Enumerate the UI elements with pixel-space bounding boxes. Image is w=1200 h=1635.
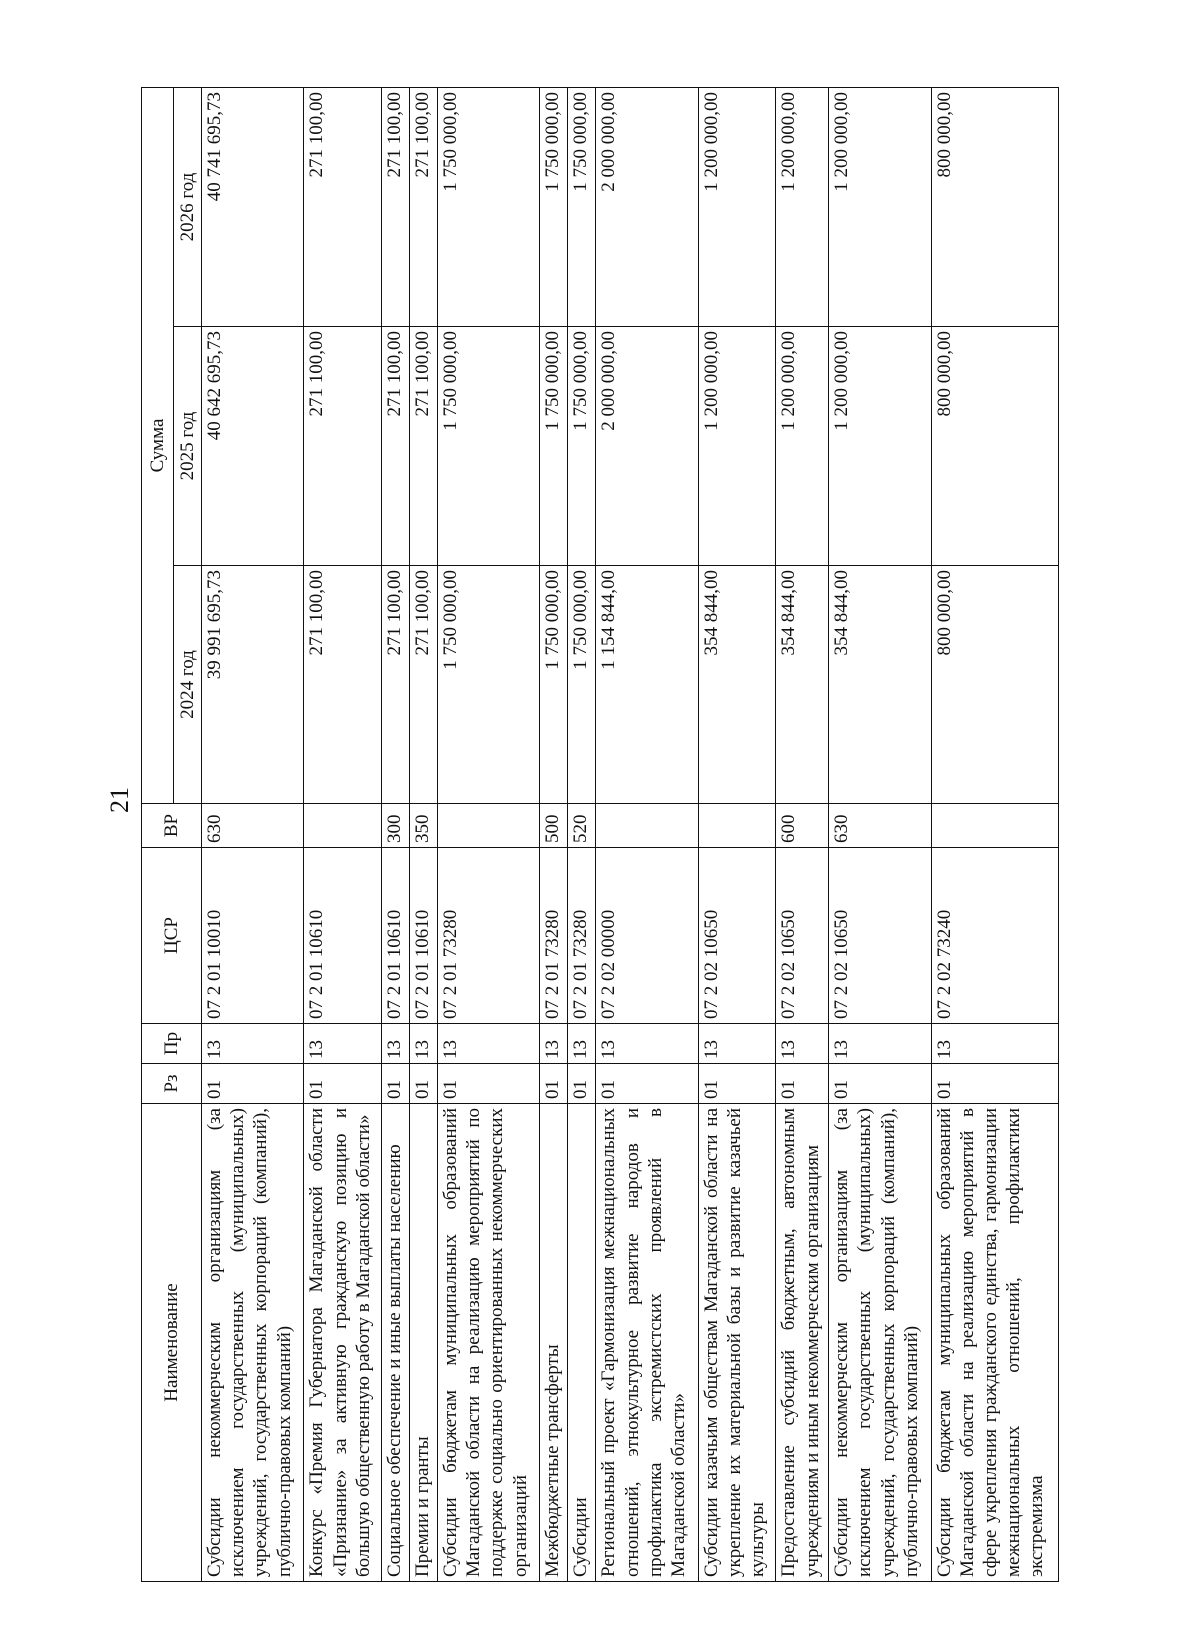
row-rz: 01: [829, 1064, 931, 1104]
table-row: [438, 88, 540, 1582]
row-sum-2026: 271 100,00: [410, 88, 438, 327]
table-row: [776, 88, 829, 1582]
budget-table: [141, 87, 1059, 1582]
row-name: Конкурс «Премия Губернатора Магаданской области «Признание» за активную гражданскую позицию и большую общественную работу в Магаданской области»: [304, 1104, 382, 1582]
row-vr: 520: [568, 804, 596, 848]
row-rz: 01: [540, 1064, 568, 1104]
row-pr: 13: [382, 1024, 410, 1064]
row-pr: 13: [410, 1024, 438, 1064]
header-sum: Сумма: [142, 88, 174, 804]
row-sum-2025: 1 200 000,00: [776, 327, 829, 566]
row-sum-2026: 1 750 000,00: [540, 88, 568, 327]
header-year-2025: 2025 год: [174, 327, 202, 566]
row-sum-2024: 271 100,00: [304, 566, 382, 804]
row-sum-2026: 1 200 000,00: [698, 88, 776, 327]
row-pr: 13: [304, 1024, 382, 1064]
row-vr: [596, 804, 698, 848]
row-name: Региональный проект «Гармонизация межнациональных отношений, этнокультурное развитие народов и профилактика экстремистских проявлений в Магаданской области»: [596, 1104, 698, 1582]
row-csr: 07 2 02 10650: [698, 848, 776, 1024]
row-csr: 07 2 01 73280: [540, 848, 568, 1024]
row-csr: 07 2 02 00000: [596, 848, 698, 1024]
row-csr: 07 2 01 10010: [202, 848, 304, 1024]
header-rz: Рз: [142, 1064, 202, 1104]
row-rz: 01: [776, 1064, 829, 1104]
header-year-2024: 2024 год: [174, 566, 202, 804]
row-sum-2024: 354 844,00: [829, 566, 931, 804]
row-rz: 01: [438, 1064, 540, 1104]
row-pr: 13: [829, 1024, 931, 1064]
page-number: 21: [105, 787, 134, 813]
row-sum-2025: 800 000,00: [931, 327, 1058, 566]
header-vr: ВР: [142, 804, 202, 848]
row-sum-2026: 1 750 000,00: [438, 88, 540, 327]
row-name: Межбюджетные трансферты: [540, 1104, 568, 1582]
row-vr: 630: [202, 804, 304, 848]
row-csr: 07 2 02 73240: [931, 848, 1058, 1024]
row-csr: 07 2 01 10610: [304, 848, 382, 1024]
row-rz: 01: [304, 1064, 382, 1104]
row-name: Субсидии бюджетам муниципальных образований Магаданской области на реализацию мероприятий в сфере укрепления гражданского единства, гармонизации межнациональных отношений, профилактики экстремизма: [931, 1104, 1058, 1582]
row-sum-2026: 1 200 000,00: [776, 88, 829, 327]
row-vr: 350: [410, 804, 438, 848]
table-row: [596, 88, 698, 1582]
row-sum-2024: 271 100,00: [382, 566, 410, 804]
row-sum-2025: 40 642 695,73: [202, 327, 304, 566]
row-pr: 13: [568, 1024, 596, 1064]
row-vr: [931, 804, 1058, 848]
row-pr: 13: [931, 1024, 1058, 1064]
row-vr: 600: [776, 804, 829, 848]
row-sum-2026: 1 200 000,00: [829, 88, 931, 327]
row-csr: 07 2 01 10610: [410, 848, 438, 1024]
row-sum-2025: 2 000 000,00: [596, 327, 698, 566]
row-csr: 07 2 01 10610: [382, 848, 410, 1024]
table-row: [698, 88, 776, 1582]
row-sum-2024: 354 844,00: [698, 566, 776, 804]
row-name: Субсидии бюджетам муниципальных образований Магаданской области на реализацию мероприятий по поддержке социально ориентированных некоммерческих организаций: [438, 1104, 540, 1582]
row-vr: [438, 804, 540, 848]
row-sum-2024: 1 154 844,00: [596, 566, 698, 804]
row-sum-2025: 1 750 000,00: [540, 327, 568, 566]
row-name: Субсидии некоммерческим организациям (за исключением государственных (муниципальных) учреждений, государственных корпораций (компаний), публично-правовых компаний): [829, 1104, 931, 1582]
row-sum-2024: 271 100,00: [410, 566, 438, 804]
row-sum-2025: 1 750 000,00: [568, 327, 596, 566]
row-name: Премии и гранты: [410, 1104, 438, 1582]
row-vr: 300: [382, 804, 410, 848]
row-csr: 07 2 02 10650: [776, 848, 829, 1024]
table-row: [202, 88, 304, 1582]
table-row: [829, 88, 931, 1582]
table-row: [931, 88, 1058, 1582]
row-sum-2024: 1 750 000,00: [568, 566, 596, 804]
row-sum-2025: 1 750 000,00: [438, 327, 540, 566]
row-sum-2024: 1 750 000,00: [438, 566, 540, 804]
row-name: Социальное обеспечение и иные выплаты населению: [382, 1104, 410, 1582]
row-sum-2025: 271 100,00: [304, 327, 382, 566]
row-vr: [304, 804, 382, 848]
row-rz: 01: [382, 1064, 410, 1104]
rotated-table-container: [141, 88, 1059, 1582]
row-sum-2026: 271 100,00: [304, 88, 382, 327]
row-rz: 01: [568, 1064, 596, 1104]
row-pr: 13: [202, 1024, 304, 1064]
row-name: Субсидии казачьим обществам Магаданской области на укрепление их материальной базы и развитие казачьей культуры: [698, 1104, 776, 1582]
header-name: Наименование: [142, 1104, 202, 1582]
table-row: [410, 88, 438, 1582]
header-pr: Пр: [142, 1024, 202, 1064]
row-pr: 13: [540, 1024, 568, 1064]
row-csr: 07 2 02 10650: [829, 848, 931, 1024]
row-name: Субсидии: [568, 1104, 596, 1582]
row-rz: 01: [596, 1064, 698, 1104]
row-pr: 13: [776, 1024, 829, 1064]
header-year-2026: 2026 год: [174, 88, 202, 327]
row-sum-2025: 1 200 000,00: [829, 327, 931, 566]
table-row: [540, 88, 568, 1582]
row-name: Предоставление субсидий бюджетным, автономным учреждениям и иным некоммерческим организациям: [776, 1104, 829, 1582]
row-sum-2026: 2 000 000,00: [596, 88, 698, 327]
row-rz: 01: [410, 1064, 438, 1104]
row-pr: 13: [698, 1024, 776, 1064]
row-sum-2025: 271 100,00: [382, 327, 410, 566]
row-csr: 07 2 01 73280: [568, 848, 596, 1024]
row-pr: 13: [438, 1024, 540, 1064]
row-sum-2026: 800 000,00: [931, 88, 1058, 327]
row-rz: 01: [202, 1064, 304, 1104]
row-sum-2025: 271 100,00: [410, 327, 438, 566]
row-sum-2025: 1 200 000,00: [698, 327, 776, 566]
row-sum-2024: 800 000,00: [931, 566, 1058, 804]
row-rz: 01: [931, 1064, 1058, 1104]
row-name: Субсидии некоммерческим организациям (за исключением государственных (муниципальных) учреждений, государственных корпораций (компаний), публично-правовых компаний): [202, 1104, 304, 1582]
row-pr: 13: [596, 1024, 698, 1064]
header-csr: ЦСР: [142, 848, 202, 1024]
row-sum-2026: 271 100,00: [382, 88, 410, 327]
row-sum-2026: 40 741 695,73: [202, 88, 304, 327]
table-row: [568, 88, 596, 1582]
row-sum-2026: 1 750 000,00: [568, 88, 596, 327]
row-vr: 500: [540, 804, 568, 848]
row-rz: 01: [698, 1064, 776, 1104]
row-sum-2024: 1 750 000,00: [540, 566, 568, 804]
row-vr: [698, 804, 776, 848]
table-row: [304, 88, 382, 1582]
row-sum-2024: 39 991 695,73: [202, 566, 304, 804]
row-vr: 630: [829, 804, 931, 848]
row-sum-2024: 354 844,00: [776, 566, 829, 804]
table-row: [382, 88, 410, 1582]
row-csr: 07 2 01 73280: [438, 848, 540, 1024]
